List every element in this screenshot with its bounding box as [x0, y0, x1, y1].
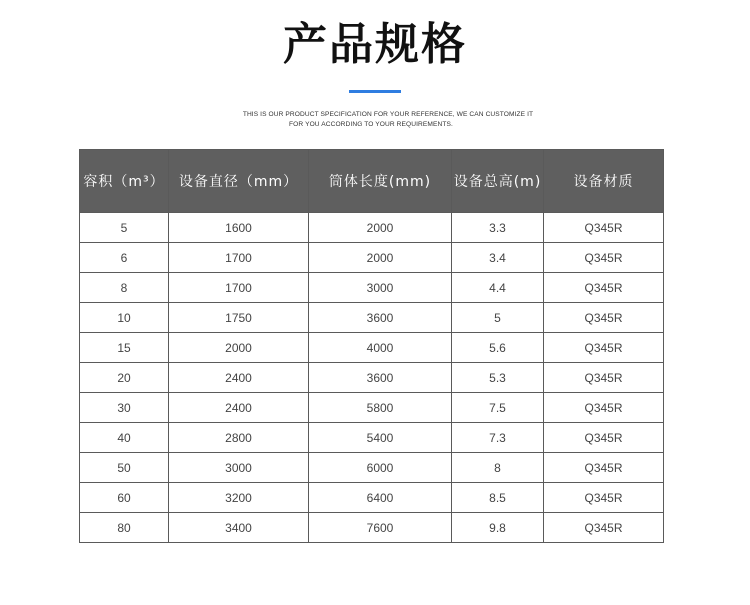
column-header-diameter: 设备直径（mm） [169, 150, 309, 213]
cell-diameter: 2800 [169, 423, 309, 453]
cell-volume: 10 [80, 303, 169, 333]
cell-material: Q345R [544, 243, 664, 273]
cell-diameter: 3200 [169, 483, 309, 513]
page-title: 产品规格 [283, 19, 467, 70]
cell-volume: 8 [80, 273, 169, 303]
subtitle [0, 110, 750, 130]
cell-material: Q345R [544, 393, 664, 423]
subtitle-line-2: FOR YOU ACCORDING TO YOUR REQUIREMENTS. [289, 121, 453, 128]
cell-length: 6000 [309, 453, 452, 483]
cell-diameter: 1700 [169, 243, 309, 273]
column-header-volume: 容积（m³） [80, 150, 169, 213]
subtitle-line-1: THIS IS OUR PRODUCT SPECIFICATION FOR YOUR REFERENCE, WE CAN CUSTOMIZE IT [242, 111, 534, 118]
cell-length: 6400 [309, 483, 452, 513]
cell-material: Q345R [544, 513, 664, 543]
cell-height: 4.4 [452, 273, 544, 303]
cell-length: 5400 [309, 423, 452, 453]
spec-table [79, 149, 664, 543]
cell-length: 7600 [309, 513, 452, 543]
cell-height: 7.3 [452, 423, 544, 453]
cell-height: 7.5 [452, 393, 544, 423]
table-row [80, 243, 664, 273]
cell-material: Q345R [544, 333, 664, 363]
cell-diameter: 1600 [169, 213, 309, 243]
table-row [80, 213, 664, 243]
cell-height: 3.3 [452, 213, 544, 243]
header-row [80, 150, 664, 213]
cell-material: Q345R [544, 453, 664, 483]
cell-material: Q345R [544, 213, 664, 243]
table-row [80, 483, 664, 513]
cell-material: Q345R [544, 303, 664, 333]
cell-volume: 30 [80, 393, 169, 423]
cell-height: 5.3 [452, 363, 544, 393]
cell-length: 3600 [309, 303, 452, 333]
cell-volume: 40 [80, 423, 169, 453]
cell-volume: 5 [80, 213, 169, 243]
table-body [80, 213, 664, 543]
column-header-length: 筒体长度(mm) [309, 150, 452, 213]
table-row [80, 363, 664, 393]
table-row [80, 393, 664, 423]
column-header-material: 设备材质 [544, 150, 664, 213]
cell-material: Q345R [544, 423, 664, 453]
cell-length: 3000 [309, 273, 452, 303]
table-row [80, 423, 664, 453]
cell-volume: 60 [80, 483, 169, 513]
cell-height: 3.4 [452, 243, 544, 273]
cell-volume: 15 [80, 333, 169, 363]
cell-diameter: 2400 [169, 393, 309, 423]
cell-volume: 80 [80, 513, 169, 543]
cell-material: Q345R [544, 483, 664, 513]
table-row [80, 453, 664, 483]
cell-diameter: 3400 [169, 513, 309, 543]
cell-length: 5800 [309, 393, 452, 423]
cell-diameter: 2000 [169, 333, 309, 363]
cell-height: 8.5 [452, 483, 544, 513]
title-underline [349, 90, 401, 93]
table-header [80, 150, 664, 213]
column-header-height: 设备总高(m) [452, 150, 544, 213]
cell-height: 5 [452, 303, 544, 333]
cell-length: 4000 [309, 333, 452, 363]
cell-volume: 20 [80, 363, 169, 393]
cell-diameter: 1700 [169, 273, 309, 303]
cell-length: 2000 [309, 243, 452, 273]
table-row [80, 273, 664, 303]
cell-material: Q345R [544, 363, 664, 393]
cell-material: Q345R [544, 273, 664, 303]
table-row [80, 303, 664, 333]
table-row [80, 513, 664, 543]
cell-diameter: 2400 [169, 363, 309, 393]
cell-length: 3600 [309, 363, 452, 393]
cell-height: 8 [452, 453, 544, 483]
cell-volume: 50 [80, 453, 169, 483]
cell-length: 2000 [309, 213, 452, 243]
cell-diameter: 3000 [169, 453, 309, 483]
cell-height: 5.6 [452, 333, 544, 363]
cell-diameter: 1750 [169, 303, 309, 333]
cell-volume: 6 [80, 243, 169, 273]
table-row [80, 333, 664, 363]
cell-height: 9.8 [452, 513, 544, 543]
